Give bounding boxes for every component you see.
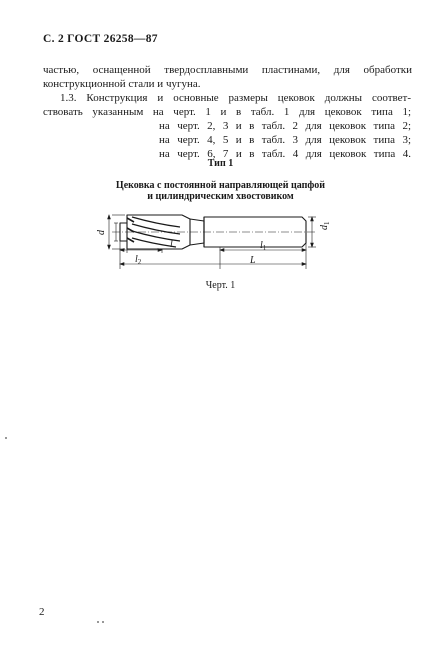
clause-1-3-line-3: на черт. 2, 3 и в табл. 2 для цековок типа 2;	[159, 120, 411, 132]
clause-1-3-line-2: ствовать указанным на черт. 1 и в табл. 1 для цековок типа 1;	[43, 106, 411, 118]
paragraph-intro-line-2: конструкционной стали и чугуна.	[43, 78, 201, 90]
scan-speck	[102, 621, 104, 623]
figure-caption: Черт. 1	[205, 280, 236, 291]
figure-title-line-1: Цековка с постоянной направляющей цапфой	[115, 180, 326, 191]
dimension-label-d1: $d_1$	[319, 221, 331, 230]
figure-type-label: Тип 1	[207, 158, 234, 169]
clause-1-3-line-1: 1.3. Конструкция и основные размеры цековок должны соответ-	[60, 92, 411, 104]
scan-speck	[97, 621, 99, 623]
counterbore-drawing	[90, 205, 352, 273]
figure-title-line-2: и цилиндрическим хвостовиком	[147, 191, 294, 202]
clause-1-3-line-4: на черт. 4, 5 и в табл. 3 для цековок типа 3;	[159, 134, 411, 146]
page-number: 2	[39, 606, 45, 618]
dimension-label-d: d	[96, 230, 107, 235]
dimension-label-L: L	[250, 255, 256, 266]
clause-1-3-line-5: на черт. 6, 7 и в табл. 4 для цековок типа 4.	[159, 148, 411, 160]
paragraph-intro-line-1: частью, оснащенной твердосплавными пластинами, для обработки	[43, 64, 412, 76]
dimension-label-l1: $l_1$	[260, 240, 267, 252]
dimension-label-l2: $l_2$	[135, 254, 142, 266]
dimension-label-l: l	[170, 239, 173, 250]
page-header: С. 2 ГОСТ 26258—87	[43, 33, 158, 45]
scan-speck	[5, 437, 7, 439]
